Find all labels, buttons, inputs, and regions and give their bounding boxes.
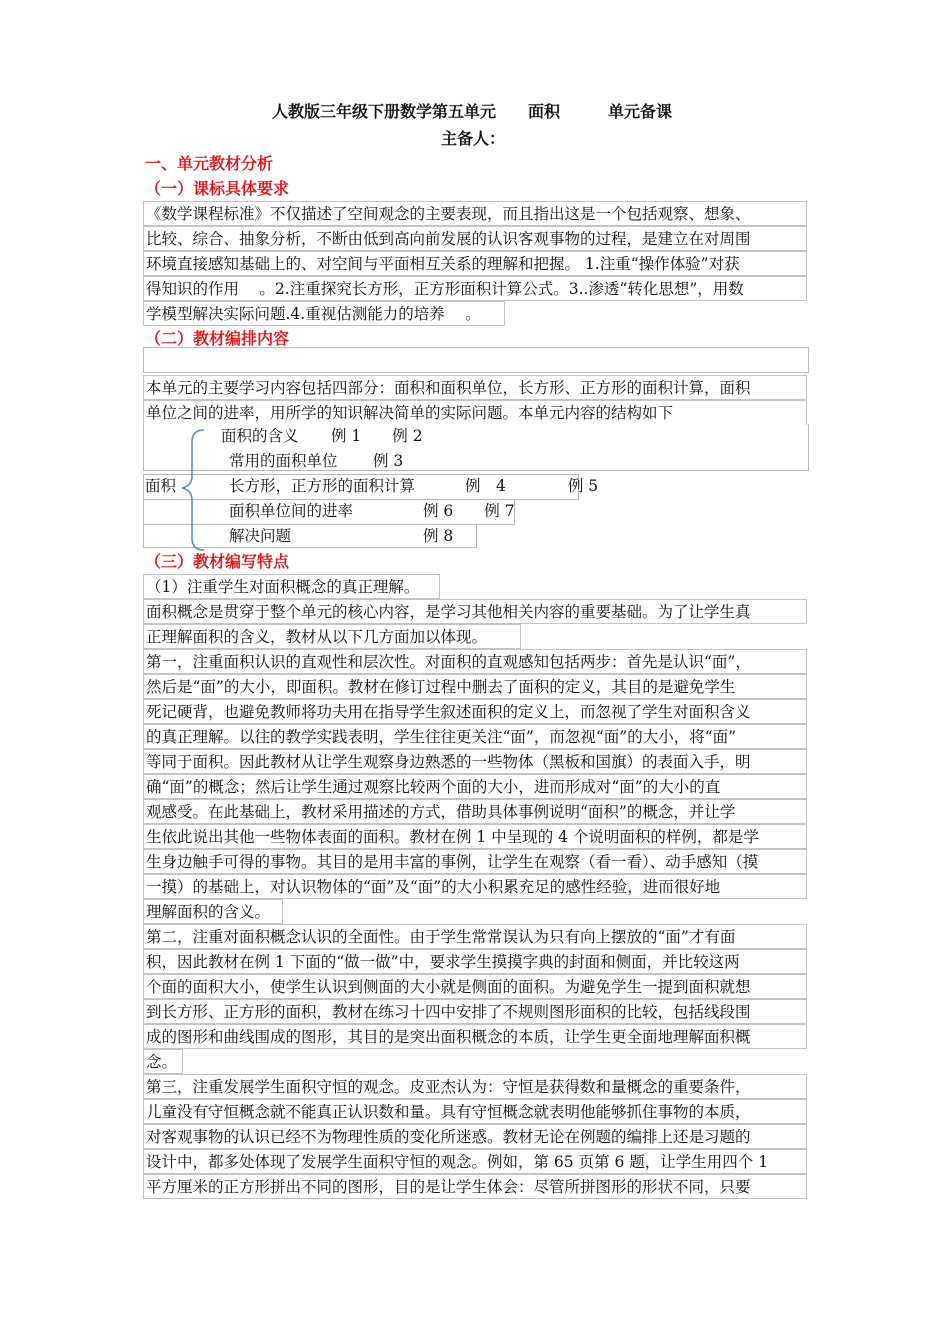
curriculum-line: 环境直接感知基础上的、对空间与平面相互关系的理解和把握。 1.注重“操作体验”对获 xyxy=(143,251,807,276)
brace-bracket xyxy=(178,426,208,556)
subsection-heading-content: （二）教材编排内容 xyxy=(145,329,290,348)
structure-item-examples: 例 1 例 2 xyxy=(331,427,423,445)
paragraph-line: 生依此说出其他一些物体表面的面积。教材在例 1 中呈现的 4 个说明面积的样例，都是学 xyxy=(143,824,807,849)
paragraph-line: 死记硬背，也避免教师将功夫用在指导学生叙述面积的定义上，而忽视了学生对面积含义 xyxy=(143,699,807,724)
curriculum-line: 学模型解决实际问题.4.重视估测能力的培养 。 xyxy=(143,301,505,326)
structure-item-label: 面积的含义 xyxy=(221,427,299,445)
structure-item-label: 解决问题 xyxy=(229,527,292,545)
structure-item-examples: 例 6 例 7 xyxy=(423,502,515,520)
paragraph-line: 观感受。在此基础上，教材采用描述的方式，借助具体事例说明“面积”的概念，并让学 xyxy=(143,799,807,824)
content-line: 本单元的主要学习内容包括四部分：面积和面积单位，长方形、正方形的面积计算，面积 xyxy=(143,375,807,400)
paragraph-line: 生身边触手可得的事物。其目的是用丰富的事例，让学生在观察（看一看）、动手感知（摸 xyxy=(143,849,807,874)
paragraph-line: 念。 xyxy=(143,1049,183,1074)
paragraph-line: 第二，注重对面积概念认识的全面性。由于学生常常误认为只有向上摆放的“面”才有面 xyxy=(143,924,807,949)
paragraph-line: 到长方形、正方形的面积，教材在练习十四中安排了不规则图形面积的比较，包括线段围 xyxy=(143,999,807,1024)
paragraph-line: 然后是“面”的大小，即面积。教材在修订过程中删去了面积的定义，其目的是避免学生 xyxy=(143,674,807,699)
structure-root: 面积 xyxy=(145,477,177,495)
paragraph-line: 正理解面积的含义，教材从以下几方面加以体现。 xyxy=(143,624,521,649)
paragraph-line: 等同于面积。因此教材从让学生观察身边熟悉的一些物体（黑板和国旗）的表面入手，明 xyxy=(143,749,807,774)
paragraph-line: 积，因此教材在例 1 下面的“做一做”中，要求学生摸摸字典的封面和侧面，并比较这两 xyxy=(143,949,807,974)
structure-item-label: 面积单位间的进率 xyxy=(229,502,354,520)
structure-item-examples: 例 4 例 5 xyxy=(465,477,599,495)
paragraph-line: 平方厘米的正方形拼出不同的图形，目的是让学生体会：尽管所拼图形的形状不同，只要 xyxy=(143,1174,807,1199)
document-title: 人教版三年级下册数学第五单元 面积 单元备课 xyxy=(272,102,673,121)
feature-intro: （1）注重学生对面积概念的真正理解。 xyxy=(143,574,440,599)
structure-item-examples: 例 8 xyxy=(423,527,454,545)
paragraph-line: 第三，注重发展学生面积守恒的观念。皮亚杰认为：守恒是获得数和量概念的重要条件， xyxy=(143,1074,807,1099)
structure-item-label: 长方形，正方形的面积计算 xyxy=(229,477,416,495)
paragraph-line: 理解面积的含义。 xyxy=(143,899,283,924)
structure-item-examples: 例 3 xyxy=(373,452,404,470)
paragraph-line: 第一，注重面积认识的直观性和层次性。对面积的直观感知包括两步：首先是认识“面”， xyxy=(143,649,807,674)
curriculum-line: 得知识的作用 。2.注重探究长方形，正方形面积计算公式。3..渗透“转化思想”，用数 xyxy=(143,276,807,301)
structure-item-label: 常用的面积单位 xyxy=(229,452,338,470)
paragraph-line: 对客观事物的认识已经不为物理性质的变化所迷惑。教材无论在例题的编排上还是习题的 xyxy=(143,1124,807,1149)
author-label: 主备人： xyxy=(441,129,506,148)
paragraph-line: 个面的面积大小，使学生认识到侧面的大小就是侧面的面积。为避免学生一提到面积就想 xyxy=(143,974,807,999)
paragraph-line: 儿童没有守恒概念就不能真正认识数和量。具有守恒概念就表明他能够抓住事物的本质， xyxy=(143,1099,807,1124)
subsection-heading-features: （三）教材编写特点 xyxy=(145,552,290,571)
paragraph-line: 确“面”的概念；然后让学生通过观察比较两个面的大小，进而形成对“面”的大小的直 xyxy=(143,774,807,799)
section-heading-1: 一、单元教材分析 xyxy=(145,154,274,173)
content-line: 单位之间的进率，用所学的知识解决简单的实际问题。本单元内容的结构如下 xyxy=(143,400,807,425)
paragraph-line: 成的图形和曲线围成的图形，其目的是突出面积概念的本质，让学生更全面地理解面积概 xyxy=(143,1024,807,1049)
curriculum-line: 比较、综合、抽象分析，不断由低到高向前发展的认识客观事物的过程，是建立在对周围 xyxy=(143,226,807,251)
paragraph-line: 面积概念是贯穿于整个单元的核心内容，是学习其他相关内容的重要基础。为了让学生真 xyxy=(143,599,807,624)
empty-frame xyxy=(143,347,809,373)
paragraph-line: 一摸）的基础上，对认识物体的“面”及“面”的大小积累充足的感性经验，进而很好地 xyxy=(143,874,807,899)
subsection-heading-curriculum: （一）课标具体要求 xyxy=(145,179,290,198)
paragraph-line: 设计中，都多处体现了发展学生面积守恒的观念。例如，第 65 页第 6 题，让学生用四个 1 xyxy=(143,1149,807,1174)
paragraph-line: 的真正理解。以往的教学实践表明，学生往往更关注“面”，而忽视“面”的大小，将“面” xyxy=(143,724,807,749)
curriculum-line: 《数学课程标准》不仅描述了空间观念的主要表现，而且指出这是一个包括观察、想象、 xyxy=(143,201,807,226)
